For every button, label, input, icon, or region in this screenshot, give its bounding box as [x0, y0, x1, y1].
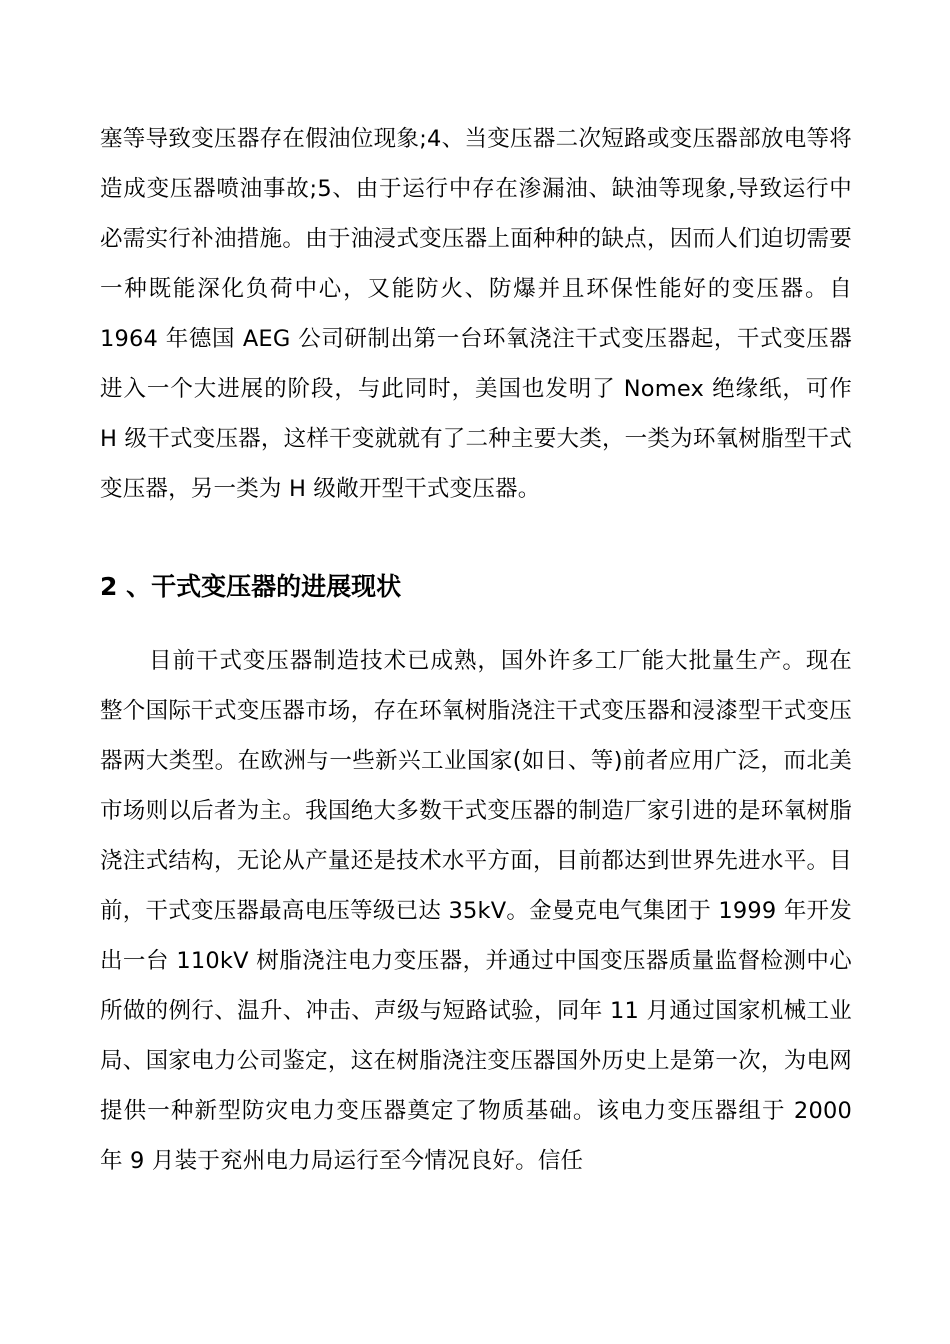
paragraph-text: 目前干式变压器制造技术已成熟，国外许多工厂能大批量生产。现在整个国际干式变压器市场，存在环氧树脂浇注干式变压器和浸漆型干式变压器两大类型。在欧洲与一些新兴工业国家(如日、等)前者应用广泛，而北美市场则以后者为主。我国绝大多数干式变压器的制造厂家引进的是环氧树脂浇注式结构，无论从产量还是技术水平方面，目前都达到世界先进水平。目前，干式变压器最高电压等级已达 35kV。金曼克电气集团于 1999 年开发出一台 110kV 树脂浇注电力变压器，并通过中国变压器质量监督检测中心所做的例行、温升、冲击、声级与短路试验，同年 11 月通过国家机械工业局、国家电力公司鉴定，这在树脂浇注变压器国外历史上是第一次，为电网提供一种新型防灾电力变压器奠定了物质基础。该电力变压器组于 2000 年 9 月装于兖州电力局运行至今情况良好。信任 — [100, 648, 852, 1174]
paragraph-continued — [100, 114, 852, 514]
section-heading: 2 、干式变压器的进展现状 — [100, 572, 402, 601]
paragraph-body — [100, 636, 852, 1186]
paragraph-text: 塞等导致变压器存在假油位现象;4、当变压器二次短路或变压器部放电等将造成变压器喷油事故;5、由于运行中存在渗漏油、缺油等现象,导致运行中必需实行补油措施。由于油浸式变压器上面种种的缺点，因而人们迫切需要一种既能深化负荷中心，又能防火、防爆并且环保性能好的变压器。自 1964 年德国 AEG 公司研制出第一台环氧浇注干式变压器起，干式变压器进入一个大进展的阶段，与此同时，美国也发明了 Nomex 绝缘纸，可作 H 级干式变压器，这样干变就就有了二种主要大类，一类为环氧树脂型干式变压器，另一类为 H 级敞开型干式变压器。 — [100, 126, 852, 502]
